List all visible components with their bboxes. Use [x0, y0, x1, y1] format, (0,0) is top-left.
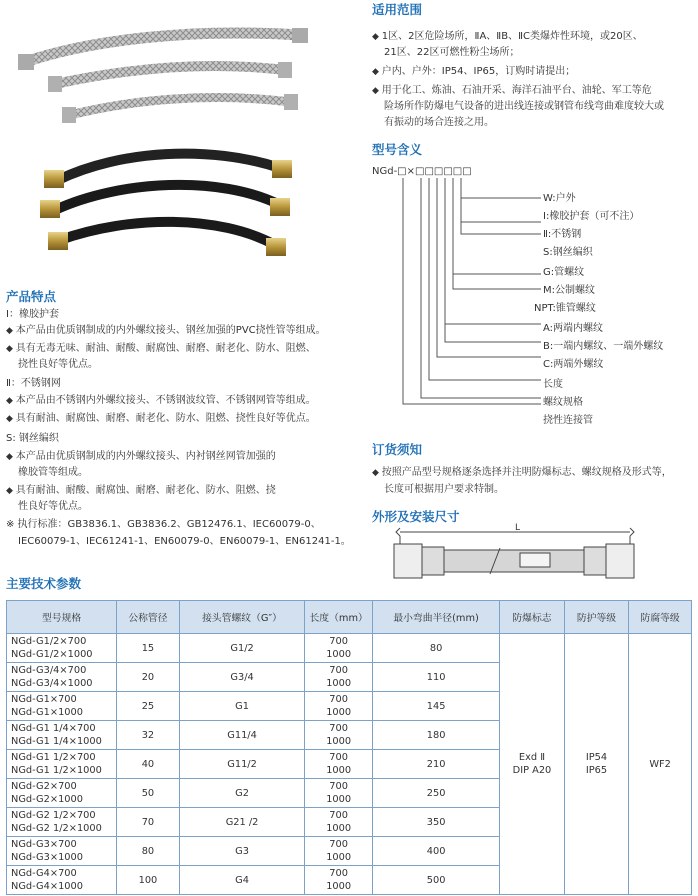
feature-line: Ⅰ：橡胶护套 — [6, 309, 59, 320]
scope-line-2: 21区、22区可燃性粉尘场所； — [384, 47, 520, 58]
cell-radius-text: 80 — [429, 642, 443, 654]
cell-model-text: NGd-G3/4×1000 — [11, 678, 93, 689]
cell-thread-text: G21 /2 — [225, 816, 259, 828]
cell-radius-text: 210 — [426, 758, 446, 770]
cell-radius — [372, 721, 499, 750]
cell-dn — [117, 808, 180, 837]
cell-model-text: NGd-G1 1/4×700 — [11, 723, 96, 734]
cell-model — [7, 779, 117, 808]
cell-length — [305, 692, 373, 721]
feature-line: ※ 执行标准：GB3836.1、GB3836.2、GB12476.1、IEC60079-0、 — [6, 519, 321, 530]
model-code-tree — [395, 172, 545, 432]
cell-length-text: 1000 — [326, 765, 352, 776]
col-ex: 防爆标志 — [500, 601, 564, 634]
cell-dn — [117, 634, 180, 663]
scope-title: 适用范围 — [372, 2, 423, 17]
cell-anticorrosion-text: WF2 — [649, 758, 671, 770]
model-label-m: M:公制螺纹 — [543, 285, 595, 296]
cell-ex — [500, 634, 564, 895]
cell-model — [7, 721, 117, 750]
cell-radius — [372, 692, 499, 721]
feature-line: ◆ 本产品由优质钢制成的内外螺纹接头、内衬钢丝网管加强的 — [6, 450, 276, 464]
model-label-w: W:户外 — [543, 193, 576, 204]
cell-dn — [117, 779, 180, 808]
cell-length — [305, 721, 373, 750]
cell-length-text: 1000 — [326, 678, 352, 689]
feature-line: ◆ 本产品由不锈钢内外螺纹接头、不锈钢波纹管、不锈钢网管等组成。 — [6, 394, 316, 408]
model-label-hose: 挠性连接管 — [543, 415, 593, 426]
cell-thread-text: G3/4 — [230, 671, 254, 683]
feature-line: 挠性良好等优点。 — [18, 359, 98, 370]
cell-model-text: NGd-G2×700 — [11, 781, 77, 792]
cell-radius — [372, 634, 499, 663]
cell-thread — [179, 721, 305, 750]
cell-thread — [179, 663, 305, 692]
feature-line: ◆ 本产品由优质钢制成的内外螺纹接头、钢丝加强的PVC挠性管等组成。 — [6, 324, 326, 338]
cell-dn-text: 15 — [141, 642, 155, 654]
cell-model-text: NGd-G2×1000 — [11, 794, 83, 805]
cell-length-text: 1000 — [326, 794, 352, 805]
cell-dn — [117, 663, 180, 692]
cell-ip-text: IP54 — [585, 752, 608, 763]
cell-length-text: 700 — [329, 839, 348, 850]
cell-model — [7, 663, 117, 692]
cell-model — [7, 837, 117, 866]
cell-thread — [179, 866, 305, 895]
cell-radius — [372, 750, 499, 779]
model-label-length: 长度 — [543, 379, 563, 390]
cell-length — [305, 750, 373, 779]
cell-model-text: NGd-G2 1/2×700 — [11, 810, 96, 821]
cell-radius-text: 350 — [426, 816, 446, 828]
order-title: 订货须知 — [372, 442, 423, 457]
cell-length-text: 700 — [329, 781, 348, 792]
cell-model-text: NGd-G1 1/2×1000 — [11, 765, 102, 776]
cell-dn-text: 40 — [141, 758, 155, 770]
model-code: NGd-□×□□□□□□ — [372, 166, 472, 177]
scope-line-6: 有振动的场合连接之用。 — [384, 117, 494, 128]
cell-length-text: 700 — [329, 636, 348, 647]
model-title: 型号含义 — [372, 142, 423, 157]
cell-thread — [179, 808, 305, 837]
features-title: 产品特点 — [6, 289, 57, 304]
cell-radius — [372, 837, 499, 866]
order-line-1: ◆ 按照产品型号规格逐条选择并注明防爆标志、螺纹规格及形式等， — [372, 466, 672, 480]
cell-radius — [372, 866, 499, 895]
params-table — [6, 600, 692, 895]
cell-length — [305, 634, 373, 663]
model-label-thread: 螺纹规格 — [543, 397, 583, 408]
cell-dn-text: 25 — [141, 700, 155, 712]
model-label-c: C:两端外螺纹 — [543, 359, 604, 370]
cell-length-text: 700 — [329, 723, 348, 734]
col-model: 型号规格 — [7, 601, 117, 634]
cell-model-text: NGd-G1×700 — [11, 694, 77, 705]
cell-length — [305, 837, 373, 866]
cell-dn — [117, 837, 180, 866]
col-anticorrosion: 防腐等级 — [629, 601, 692, 634]
cell-dn-text: 20 — [141, 671, 155, 683]
params-title: 主要技术参数 — [6, 576, 82, 591]
col-thread: 接头管螺纹（G″） — [179, 601, 305, 634]
cell-radius-text: 400 — [426, 845, 446, 857]
feature-line: ◆ 具有耐油、耐腐蚀、耐磨、耐老化、防水、阻燃、挠性良好等优点。 — [6, 412, 316, 426]
cell-thread — [179, 634, 305, 663]
cell-radius — [372, 663, 499, 692]
cell-thread-text: G11/2 — [227, 758, 257, 770]
cell-model-text: NGd-G2 1/2×1000 — [11, 823, 102, 834]
model-label-npt: NPT:锥管螺纹 — [534, 303, 596, 314]
cell-length-text: 1000 — [326, 852, 352, 863]
cell-model — [7, 866, 117, 895]
cell-radius — [372, 779, 499, 808]
cell-ex-text: DIP A20 — [512, 765, 552, 776]
cell-thread-text: G1/2 — [230, 642, 254, 654]
model-label-rubber: Ⅰ:橡胶护套（可不注） — [543, 211, 640, 222]
cell-thread-text: G4 — [235, 874, 249, 886]
params-header-row — [7, 601, 692, 634]
col-dn: 公称管径 — [117, 601, 180, 634]
scope-line-4: ◆ 用于化工、炼油、石油开采、海洋石油平台、油轮、军工等危 — [372, 84, 652, 98]
cell-model-text: NGd-G1×1000 — [11, 707, 83, 718]
cell-radius-text: 250 — [426, 787, 446, 799]
dimension-drawing — [380, 522, 650, 582]
product-photo — [0, 0, 330, 270]
cell-length-text: 700 — [329, 810, 348, 821]
cell-length — [305, 808, 373, 837]
cell-dn-text: 100 — [138, 874, 158, 886]
feature-line: ◆ 具有耐油、耐酸、耐腐蚀、耐磨、耐老化、防水、阻燃、挠 — [6, 484, 276, 498]
cell-dn — [117, 750, 180, 779]
cell-length-text: 700 — [329, 752, 348, 763]
model-label-stainless: Ⅱ:不锈钢 — [543, 229, 582, 240]
cell-anticorrosion — [629, 634, 692, 895]
col-length: 长度（mm） — [305, 601, 373, 634]
cell-dn-text: 32 — [141, 729, 155, 741]
cell-thread — [179, 779, 305, 808]
cell-dn — [117, 721, 180, 750]
cell-ex-text: Exd Ⅱ — [518, 752, 546, 763]
cell-model — [7, 634, 117, 663]
cell-model-text: NGd-G3×700 — [11, 839, 77, 850]
cell-length-text: 700 — [329, 868, 348, 879]
cell-length-text: 700 — [329, 694, 348, 705]
cell-ip — [564, 634, 629, 895]
cell-model-text: NGd-G4×700 — [11, 868, 77, 879]
col-radius: 最小弯曲半径(mm) — [372, 601, 499, 634]
scope-line-5: 险场所作防爆电气设备的进出线连接或钢管布线弯曲难度较大或 — [384, 101, 664, 112]
cell-dn-text: 70 — [141, 816, 155, 828]
cell-model-text: NGd-G3/4×700 — [11, 665, 87, 676]
cell-dn — [117, 692, 180, 721]
cell-ip-text: IP65 — [585, 765, 608, 776]
cell-length — [305, 779, 373, 808]
cell-dn — [117, 866, 180, 895]
cell-model — [7, 808, 117, 837]
cell-model-text: NGd-G3×1000 — [11, 852, 83, 863]
feature-line: Ⅱ：不锈钢网 — [6, 378, 61, 389]
dimension-length-label: L — [515, 523, 521, 533]
feature-line: 橡胶管等组成。 — [18, 467, 88, 478]
cell-length-text: 700 — [329, 665, 348, 676]
cell-length-text: 1000 — [326, 707, 352, 718]
cell-thread — [179, 692, 305, 721]
cell-radius-text: 145 — [426, 700, 446, 712]
cell-length — [305, 663, 373, 692]
cell-length — [305, 866, 373, 895]
feature-line: IEC60079-1、IEC61241-1、EN60079-0、EN60079-1、EN61241-1。 — [18, 536, 351, 547]
feature-line: ◆ 具有无毒无味、耐油、耐酸、耐腐蚀、耐磨、耐老化、防水、阻燃、 — [6, 342, 316, 356]
feature-line: S: 钢丝编织 — [6, 433, 59, 444]
cell-model-text: NGd-G1/2×700 — [11, 636, 87, 647]
cell-dn-text: 50 — [141, 787, 155, 799]
col-ip: 防护等级 — [564, 601, 629, 634]
model-label-a: A:两端内螺纹 — [543, 323, 604, 334]
cell-thread-text: G3 — [235, 845, 249, 857]
cell-thread-text: G1 — [235, 700, 249, 712]
cell-model — [7, 692, 117, 721]
cell-length-text: 1000 — [326, 736, 352, 747]
model-label-b: B:一端内螺纹、一端外螺纹 — [543, 341, 664, 352]
scope-line-3: ◆ 户内、户外：IP54、IP65，订购时请提出； — [372, 65, 575, 79]
cell-length-text: 1000 — [326, 649, 352, 660]
cell-radius-text: 500 — [426, 874, 446, 886]
cell-length-text: 1000 — [326, 823, 352, 834]
cell-model — [7, 750, 117, 779]
cell-model-text: NGd-G1/2×1000 — [11, 649, 93, 660]
cell-model-text: NGd-G4×1000 — [11, 881, 83, 892]
cell-radius-text: 110 — [426, 671, 446, 683]
cell-thread-text: G2 — [235, 787, 249, 799]
cell-thread — [179, 750, 305, 779]
table-row — [7, 634, 692, 663]
cell-thread-text: G11/4 — [227, 729, 257, 741]
order-line-2: 长度可根据用户要求特制。 — [384, 484, 504, 495]
cell-dn-text: 80 — [141, 845, 155, 857]
cell-radius — [372, 808, 499, 837]
cell-model-text: NGd-G1 1/4×1000 — [11, 736, 102, 747]
cell-model-text: NGd-G1 1/2×700 — [11, 752, 96, 763]
cell-radius-text: 180 — [426, 729, 446, 741]
scope-line-1: ◆ 1区、2区危险场所，ⅡA、ⅡB、ⅡC类爆炸性环境，或20区、 — [372, 30, 643, 44]
feature-line: 性良好等优点。 — [18, 501, 88, 512]
cell-length-text: 1000 — [326, 881, 352, 892]
dimension-title: 外形及安装尺寸 — [372, 509, 460, 524]
model-label-g: G:管螺纹 — [543, 267, 585, 278]
model-label-braid: S:钢丝编织 — [543, 247, 593, 258]
cell-thread — [179, 837, 305, 866]
